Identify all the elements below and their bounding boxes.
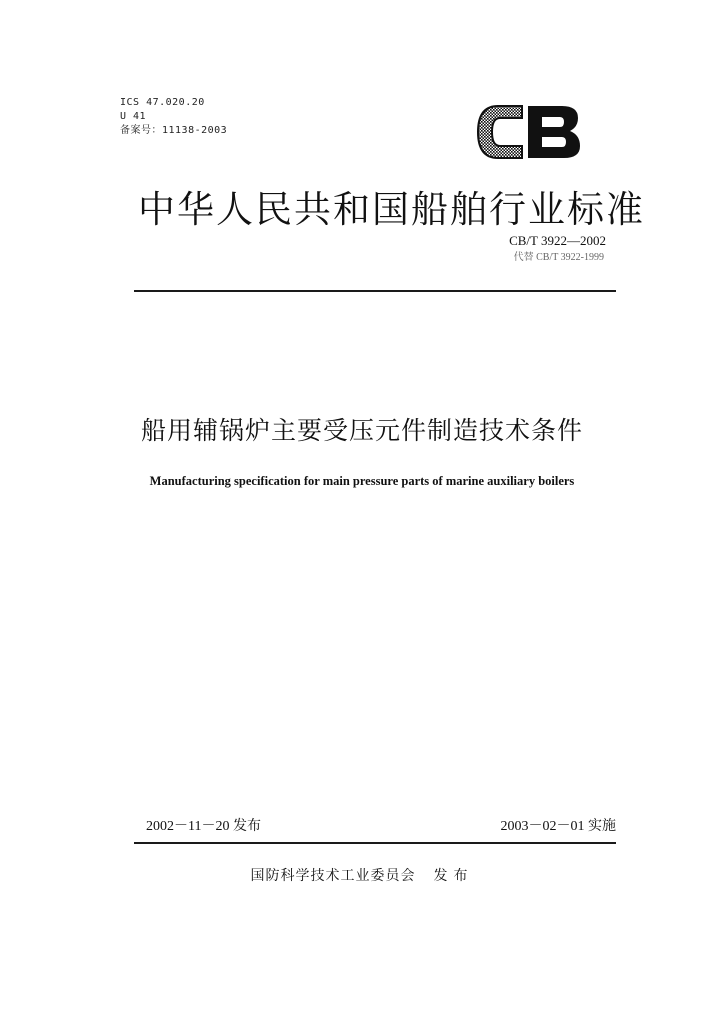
filing-number: 备案号：11138-2003 (120, 125, 228, 136)
document-metadata (120, 96, 227, 138)
standard-number: CB/T 3922—2002 (509, 233, 606, 248)
bottom-divider (134, 842, 616, 844)
top-divider (134, 290, 616, 292)
issuer-name: 国防科学技术工业委员会 (250, 868, 416, 884)
classification-code: U 41 (120, 111, 147, 122)
document-title-english: Manufacturing specification for main pressure parts of marine auxiliary boilers (149, 474, 575, 488)
industry-standard-title: 中华人民共和国船舶行业标准 (138, 188, 645, 231)
issuing-authority (0, 866, 724, 886)
cb-logo-icon (472, 100, 584, 164)
issue-date: 2002－11－20 发布 (146, 819, 261, 834)
effective-date: 2003－02－01 实施 (500, 819, 616, 834)
issuer-action: 发布 (433, 868, 474, 884)
document-title-chinese: 船用辅锅炉主要受压元件制造技术条件 (140, 416, 583, 445)
ics-code: ICS 47.020.20 (120, 97, 205, 108)
replaces-standard: 代替 CB/T 3922-1999 (513, 252, 604, 263)
